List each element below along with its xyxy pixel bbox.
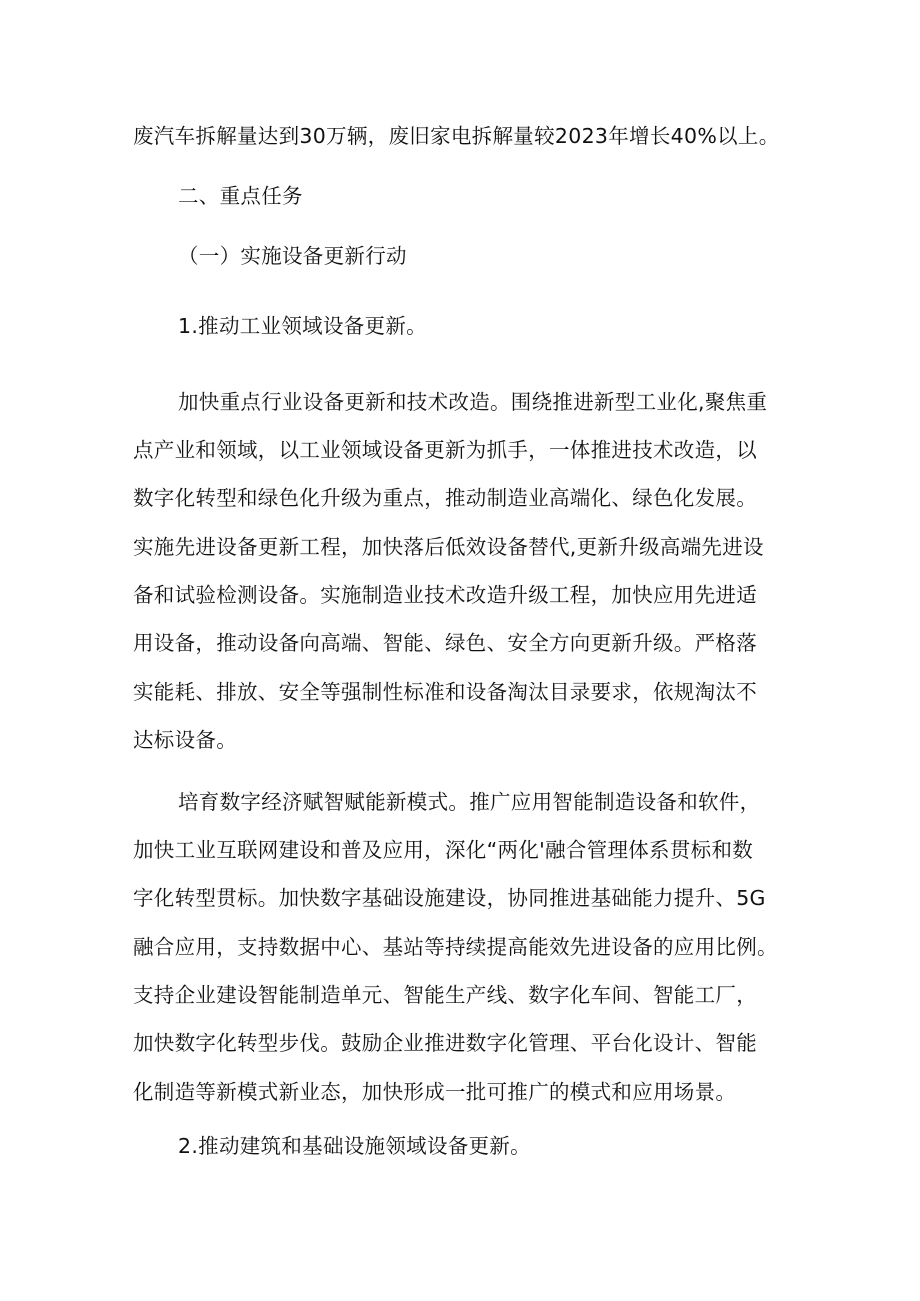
paragraph-1-line: 实能耗、排放、安全等强制性标准和设备淘汰目录要求，依规淘汰不 (133, 680, 757, 704)
paragraph-2-line: 融合应用，支持数据中心、基站等持续提高能效先进设备的应用比例。 (133, 935, 778, 959)
paragraph-1-line: 备和试验检测设备。实施制造业技术改造升级工程，加快应用先进适 (133, 583, 757, 607)
paragraph-1-line: 点产业和领域，以工业领域设备更新为抓手，一体推进技术改造，以 (133, 438, 757, 462)
paragraph-2-line: 加快工业互联网建设和普及应用，深化“两化'融合管理体系贯标和数 (133, 838, 754, 862)
paragraph-2-line: 培育数字经济赋智赋能新模式。推广应用智能制造设备和软件， (178, 790, 761, 814)
paragraph-1-line: 实施先进设备更新工程，加快落后低效设备替代,更新升级高端先进设 (133, 535, 764, 559)
section-heading: 二、重点任务 (178, 184, 303, 208)
paragraph-2-line: 支持企业建设智能制造单元、智能生产线、数字化车间、智能工厂， (133, 983, 757, 1007)
paragraph-1-line: 数字化转型和绿色化升级为重点，推动制造业高端化、绿色化发展。 (133, 486, 757, 510)
item-heading-1: 1.推动工业领域设备更新。 (178, 314, 427, 338)
subsection-heading: （一）实施设备更新行动 (178, 244, 407, 268)
text-line-continuation: 废汽车拆解量达到30万辆，废旧家电拆解量较2023年增长40%以上。 (133, 124, 780, 148)
paragraph-1-line: 加快重点行业设备更新和技术改造。围绕推进新型工业化,聚焦重 (178, 390, 768, 414)
paragraph-1-line: 用设备，推动设备向高端、智能、绿色、安全方向更新升级。严格落 (133, 631, 757, 655)
paragraph-2-line: 字化转型贯标。加快数字基础设施建设，协同推进基础能力提升、5G (133, 886, 766, 910)
item-heading-2: 2.推动建筑和基础设施领域设备更新。 (178, 1134, 531, 1158)
paragraph-2-line: 化制造等新模式新业态，加快形成一批可推广的模式和应用场景。 (133, 1080, 737, 1104)
paragraph-1-line: 达标设备。 (133, 728, 237, 752)
paragraph-2-line: 加快数字化转型步伐。鼓励企业推进数字化管理、平台化设计、智能 (133, 1031, 757, 1055)
